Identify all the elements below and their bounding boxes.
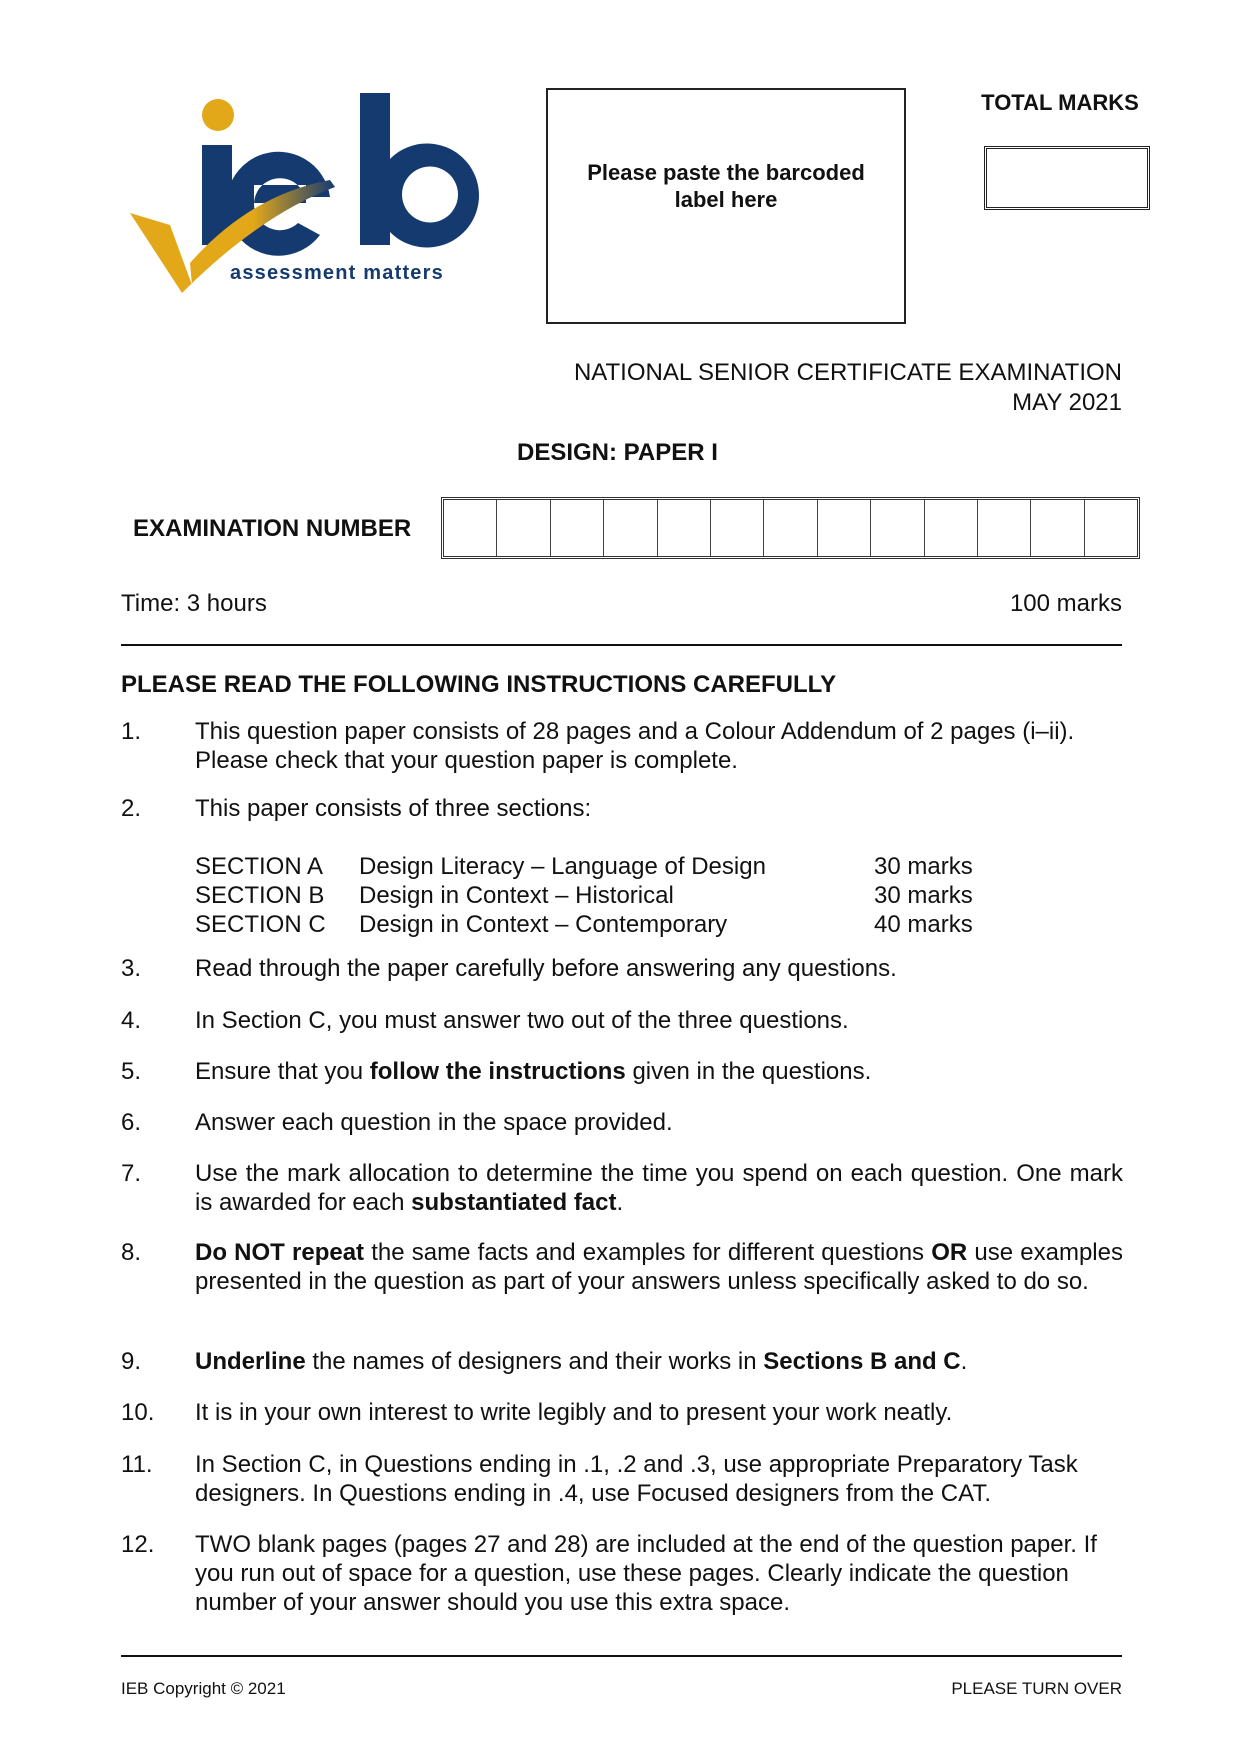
footer-turn-over: PLEASE TURN OVER bbox=[951, 1679, 1122, 1698]
instruction-item bbox=[121, 1398, 1123, 1427]
instruction-item bbox=[121, 794, 1123, 823]
instruction-text: Use the mark allocation to determine the time you spend on each question. One mark is awarded for each substantiated fact. bbox=[195, 1160, 1123, 1216]
instruction-item bbox=[121, 717, 1123, 775]
exam-number-cell[interactable] bbox=[764, 500, 817, 556]
instruction-number: 8. bbox=[121, 1239, 142, 1266]
section-marks: 30 marks bbox=[874, 882, 973, 909]
exam-number-cell[interactable] bbox=[1031, 500, 1084, 556]
instruction-text: In Section C, you must answer two out of the three questions. bbox=[195, 1007, 849, 1034]
instruction-text: This paper consists of three sections: bbox=[195, 795, 592, 822]
instruction-text: Answer each question in the space provided. bbox=[195, 1109, 673, 1136]
instruction-number: 12. bbox=[121, 1531, 155, 1558]
instruction-item bbox=[121, 954, 1123, 983]
instruction-number: 6. bbox=[121, 1109, 142, 1136]
instruction-number: 10. bbox=[121, 1399, 155, 1426]
instruction-item bbox=[121, 1159, 1123, 1217]
divider bbox=[121, 644, 1122, 646]
section-code: SECTION B bbox=[195, 882, 325, 909]
exam-number-cell[interactable] bbox=[604, 500, 657, 556]
instruction-number: 5. bbox=[121, 1058, 142, 1085]
instruction-item bbox=[121, 1057, 1123, 1086]
instruction-number: 11. bbox=[121, 1451, 153, 1478]
section-code: SECTION A bbox=[195, 853, 324, 880]
instruction-item bbox=[121, 1347, 1123, 1376]
footer-divider bbox=[121, 1655, 1122, 1657]
section-code: SECTION C bbox=[195, 911, 326, 938]
exam-name: NATIONAL SENIOR CERTIFICATE EXAMINATION bbox=[573, 359, 1122, 386]
instructions-heading: PLEASE READ THE FOLLOWING INSTRUCTIONS CAREFULLY bbox=[121, 671, 837, 698]
instruction-item bbox=[121, 1530, 1123, 1617]
instruction-text: Ensure that you follow the instructions given in the questions. bbox=[195, 1058, 872, 1085]
logo-b-bowl bbox=[375, 144, 479, 248]
total-marks-label: TOTAL MARKS bbox=[981, 90, 1139, 115]
instruction-number: 1. bbox=[121, 718, 142, 745]
logo-tagline: assessment matters bbox=[230, 262, 444, 284]
exam-number-cell[interactable] bbox=[978, 500, 1031, 556]
instruction-text: Read through the paper carefully before answering any questions. bbox=[195, 955, 897, 982]
instruction-item bbox=[121, 1108, 1123, 1137]
exam-number-cell[interactable] bbox=[925, 500, 978, 556]
section-name: Design Literacy – Language of Design bbox=[359, 853, 766, 880]
instruction-number: 2. bbox=[121, 795, 142, 822]
section-marks: 30 marks bbox=[874, 853, 973, 880]
instruction-item bbox=[121, 1238, 1123, 1296]
section-name: Design in Context – Contemporary bbox=[359, 911, 728, 938]
exam-time: Time: 3 hours bbox=[121, 590, 267, 617]
instruction-text: TWO blank pages (pages 27 and 28) are included at the end of the question paper. If you run out of space for a question, use these pages. Clearly indicate the question number of your answer should you use this extra space. bbox=[195, 1531, 1097, 1616]
exam-number-cell[interactable] bbox=[444, 500, 497, 556]
instruction-text: It is in your own interest to write legibly and to present your work neatly. bbox=[195, 1399, 953, 1426]
section-marks: 40 marks bbox=[874, 911, 973, 938]
total-marks-box[interactable] bbox=[984, 146, 1150, 210]
exam-number-cell[interactable] bbox=[1085, 500, 1137, 556]
instruction-text: Underline the names of designers and their works in Sections B and C. bbox=[195, 1348, 968, 1375]
exam-number-cell[interactable] bbox=[871, 500, 924, 556]
instruction-item bbox=[121, 1006, 1123, 1035]
exam-number-cell[interactable] bbox=[818, 500, 871, 556]
instruction-text: This question paper consists of 28 pages and a Colour Addendum of 2 pages (i–ii). Please check that your question paper is complete. bbox=[195, 718, 1075, 774]
section-name: Design in Context – Historical bbox=[359, 882, 674, 909]
footer-copyright: IEB Copyright © 2021 bbox=[121, 1679, 286, 1698]
barcode-label-box bbox=[546, 88, 906, 324]
exam-title bbox=[574, 358, 1122, 418]
instruction-number: 7. bbox=[121, 1160, 142, 1187]
exam-number-cell[interactable] bbox=[497, 500, 550, 556]
paper-title: DESIGN: PAPER I bbox=[517, 439, 718, 466]
barcode-label-text: Please paste the barcoded label here bbox=[587, 160, 865, 212]
exam-total-marks: 100 marks bbox=[1009, 590, 1122, 617]
instruction-text: In Section C, in Questions ending in .1, .2 and .3, use appropriate Preparatory Task designers. In Questions ending in .4, use Focused designers from the CAT. bbox=[195, 1451, 1078, 1507]
logo-i-dot bbox=[202, 99, 234, 131]
instruction-number: 3. bbox=[121, 955, 142, 982]
instruction-text: Do NOT repeat the same facts and examples for different questions OR use examples presented in the question as part of your answers unless specifically asked to do so. bbox=[195, 1239, 1123, 1295]
exam-number-cell[interactable] bbox=[551, 500, 604, 556]
instruction-number: 4. bbox=[121, 1007, 142, 1034]
exam-number-cell[interactable] bbox=[658, 500, 711, 556]
instruction-item bbox=[121, 1450, 1123, 1508]
instruction-number: 9. bbox=[121, 1348, 142, 1375]
exam-number-label: EXAMINATION NUMBER bbox=[133, 515, 412, 542]
exam-date: MAY 2021 bbox=[1012, 389, 1122, 416]
exam-number-grid bbox=[441, 497, 1140, 559]
exam-number-cell[interactable] bbox=[711, 500, 764, 556]
